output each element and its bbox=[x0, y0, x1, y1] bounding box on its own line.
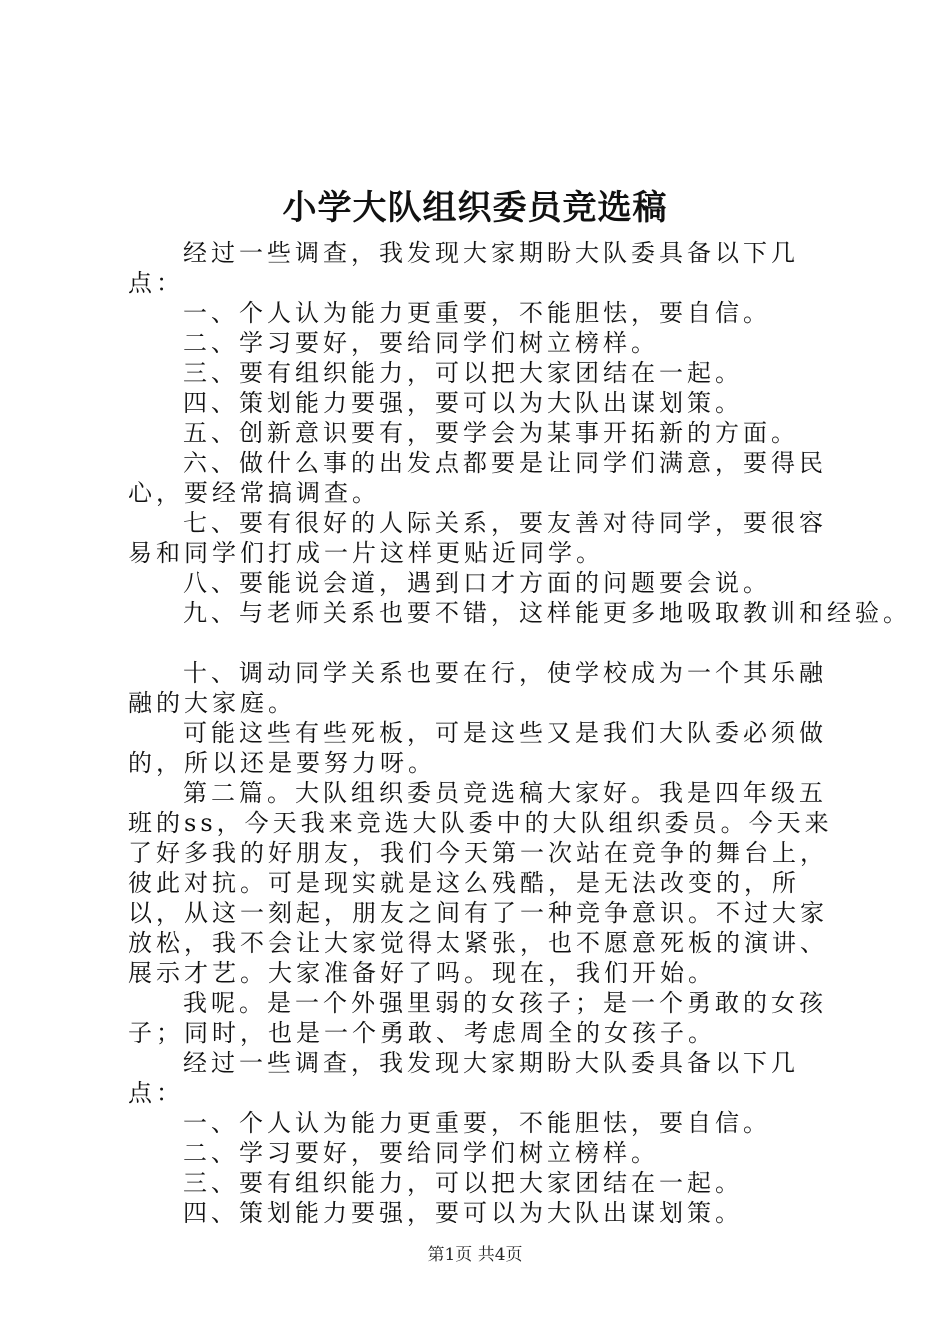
paragraph: 经过一些调查，我发现大家期盼大队委具备以下几点： bbox=[128, 239, 799, 297]
paragraph: 六、做什么事的出发点都要是让同学们满意，要得民心，要经常搞调查。 bbox=[128, 449, 827, 507]
paragraph: 三、要有组织能力，可以把大家团结在一起。 bbox=[183, 359, 743, 387]
paragraph: 五、创新意识要有，要学会为某事开拓新的方面。 bbox=[183, 419, 799, 447]
paragraph: 四、策划能力要强，要可以为大队出谋划策。 bbox=[183, 389, 743, 417]
document-body bbox=[128, 238, 911, 1228]
paragraph: 二、学习要好，要给同学们树立榜样。 bbox=[183, 1139, 659, 1167]
paragraph: 四、策划能力要强，要可以为大队出谋划策。 bbox=[183, 1199, 743, 1227]
paragraph: 三、要有组织能力，可以把大家团结在一起。 bbox=[183, 1169, 743, 1197]
paragraph: 一、个人认为能力更重要，不能胆怯，要自信。 bbox=[183, 1109, 771, 1137]
paragraph: 八、要能说会道，遇到口才方面的问题要会说。 bbox=[183, 569, 771, 597]
page-footer: 第1页 共4页 bbox=[427, 1245, 523, 1265]
paragraph: 十、调动同学关系也要在行，使学校成为一个其乐融融的大家庭。 bbox=[128, 659, 827, 717]
paragraph: 九、与老师关系也要不错，这样能更多地吸取教训和经验。 bbox=[183, 599, 911, 627]
paragraph: 经过一些调查，我发现大家期盼大队委具备以下几点： bbox=[128, 1049, 799, 1107]
paragraph: 第二篇。大队组织委员竞选稿大家好。我是四年级五班的ss，今天我来竞选大队委中的大队组织委员。今天来了好多我的好朋友，我们今天第一次站在竞争的舞台上，彼此对抗。可是现实就是这么残酷，是无法改变的，所以，从这一刻起，朋友之间有了一种竞争意识。不过大家放松，我不会让大家觉得太紧张，也不愿意死板的演讲、展示才艺。大家准备好了吗。现在，我们开始。 bbox=[128, 779, 833, 987]
paragraph: 一、个人认为能力更重要，不能胆怯，要自信。 bbox=[183, 299, 771, 327]
paragraph: 可能这些有些死板，可是这些又是我们大队委必须做的，所以还是要努力呀。 bbox=[128, 719, 827, 777]
document-title: 小学大队组织委员竞选稿 bbox=[282, 188, 668, 228]
paragraph: 七、要有很好的人际关系，要友善对待同学，要很容易和同学们打成一片这样更贴近同学。 bbox=[128, 509, 827, 567]
paragraph: 二、学习要好，要给同学们树立榜样。 bbox=[183, 329, 659, 357]
blank-line bbox=[128, 628, 838, 658]
paragraph: 我呢。是一个外强里弱的女孩子；是一个勇敢的女孩子；同时，也是一个勇敢、考虑周全的女孩子。 bbox=[128, 989, 827, 1047]
